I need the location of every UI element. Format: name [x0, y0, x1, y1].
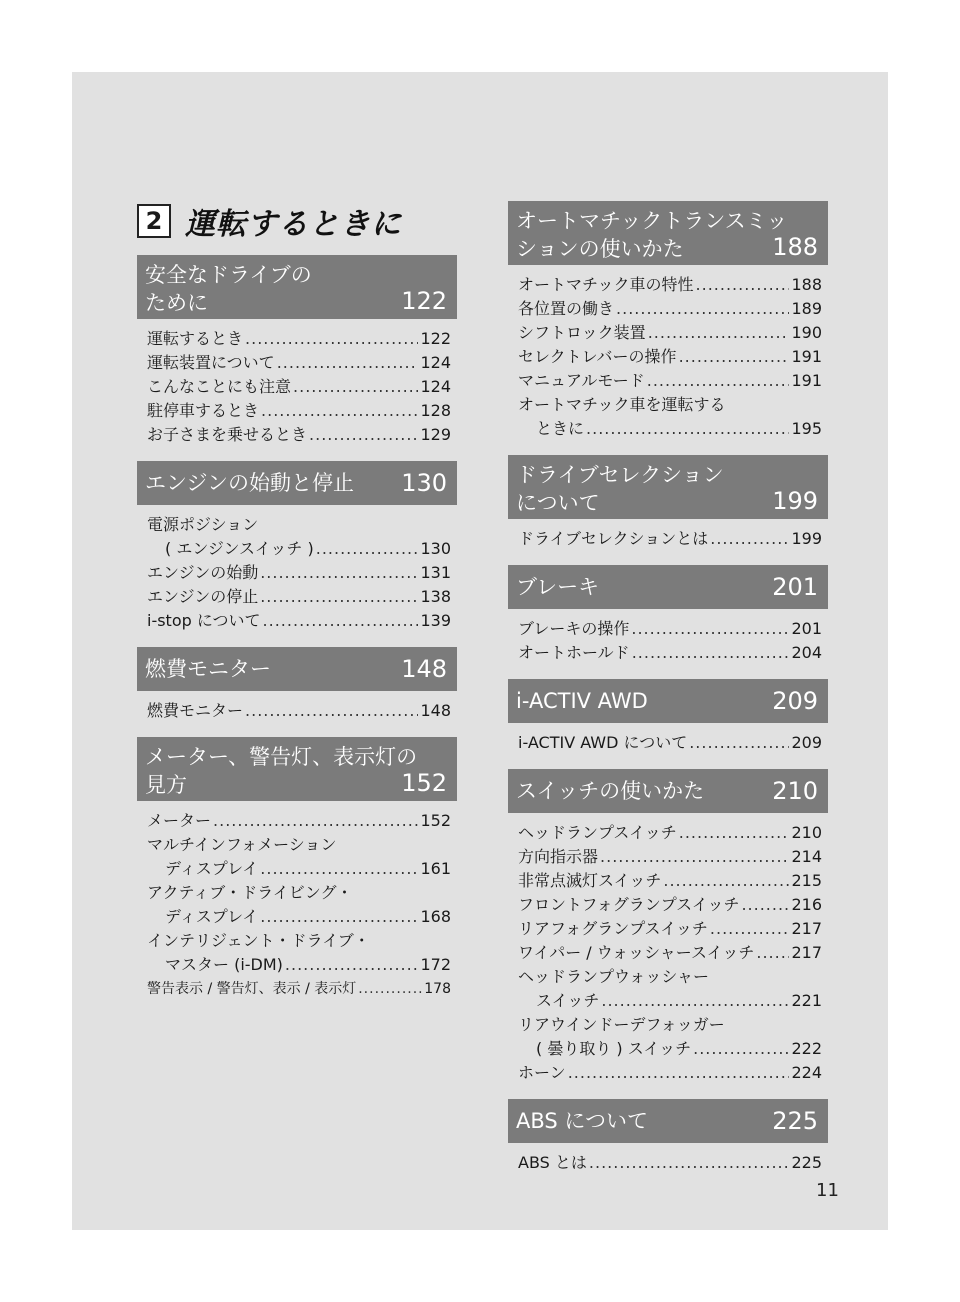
toc-entry-title: 非常点滅灯スイッチ — [518, 871, 662, 890]
toc-entry-list — [137, 691, 457, 723]
toc-entry-title: ABS とは — [518, 1153, 587, 1172]
toc-entry-title: ブレーキの操作 — [518, 619, 630, 638]
toc-entry-page: 210 — [791, 823, 822, 842]
toc-leader-dots — [679, 821, 790, 845]
toc-entry-title: 各位置の働き — [518, 299, 615, 318]
toc-leader-dots — [679, 345, 790, 369]
toc-entry[interactable] — [518, 273, 822, 297]
toc-entry[interactable] — [147, 327, 451, 351]
toc-entry-page: 222 — [791, 1039, 822, 1058]
toc-entry[interactable] — [518, 1151, 822, 1175]
toc-entry[interactable] — [518, 731, 822, 755]
section-title-line: ションの使いかた — [516, 237, 684, 261]
toc-entry[interactable] — [147, 977, 451, 1001]
section-page-number: 199 — [772, 487, 818, 515]
toc-entry[interactable] — [518, 527, 822, 551]
section-title-line: について — [516, 491, 600, 515]
left-column — [137, 195, 457, 1001]
toc-entry[interactable] — [147, 537, 451, 561]
toc-entry[interactable] — [518, 321, 822, 345]
toc-entry-title: リアフォグランプスイッチ — [518, 919, 708, 938]
toc-entry-list — [137, 801, 457, 1001]
chapter-title: 運転するときに — [185, 207, 402, 242]
toc-entry[interactable] — [518, 417, 822, 441]
toc-leader-dots — [741, 893, 789, 917]
toc-entry-title: ( エンジンスイッチ ) — [165, 539, 314, 558]
toc-leader-dots — [631, 617, 789, 641]
toc-entry-page: 122 — [420, 329, 451, 348]
toc-entry-title: i-ACTIV AWD について — [518, 733, 688, 752]
section-page-number: 210 — [772, 777, 818, 805]
toc-leader-dots — [693, 1037, 789, 1061]
toc-entry-page: 201 — [791, 619, 822, 638]
toc-entry-lead: マルチインフォメーション — [147, 835, 337, 854]
section-page-number: 225 — [772, 1107, 818, 1135]
section-title-line: 安全なドライブの — [145, 263, 312, 287]
toc-entry[interactable] — [518, 369, 822, 393]
toc-entry-page: 221 — [791, 991, 822, 1010]
toc-entry-title: ワイパー / ウォッシャースイッチ — [518, 943, 755, 962]
toc-entry-list — [508, 265, 828, 441]
toc-entry[interactable] — [518, 297, 822, 321]
toc-entry-page: 130 — [420, 539, 451, 558]
toc-entry-title: 方向指示器 — [518, 847, 599, 866]
toc-entry-page: 217 — [791, 943, 822, 962]
toc-entry-page: 190 — [791, 323, 822, 342]
page-number: 11 — [816, 1180, 839, 1201]
section-title-line: ABS について — [516, 1109, 648, 1133]
toc-entry[interactable] — [518, 1037, 822, 1061]
toc-entry-title: i-stop について — [147, 611, 261, 630]
toc-entry[interactable] — [518, 989, 822, 1013]
section-title-line: ブレーキ — [516, 575, 600, 599]
toc-leader-dots — [710, 527, 789, 551]
toc-entry-lead: インテリジェント・ドライブ・ — [147, 931, 370, 950]
toc-entry-page: 209 — [791, 733, 822, 752]
toc-entry[interactable] — [147, 857, 451, 881]
toc-leader-dots — [309, 423, 418, 447]
chapter-heading — [137, 195, 457, 247]
toc-leader-dots — [663, 869, 789, 893]
toc-entry-title: スイッチ — [536, 991, 600, 1010]
toc-entry-page: 139 — [420, 611, 451, 630]
toc-entry-page: 191 — [791, 347, 822, 366]
toc-entry[interactable] — [518, 641, 822, 665]
toc-entry-page: 178 — [424, 981, 451, 997]
toc-leader-dots — [277, 351, 419, 375]
toc-entry[interactable] — [147, 375, 451, 399]
toc-entry-title: ( 曇り取り ) スイッチ — [536, 1039, 692, 1058]
toc-entry-title: マスター (i-DM) — [165, 955, 283, 974]
toc-leader-dots — [586, 417, 789, 441]
toc-entry[interactable] — [518, 617, 822, 641]
section-page-number: 122 — [401, 287, 447, 315]
toc-entry-title: オートマチック車の特性 — [518, 275, 694, 294]
toc-leader-dots — [696, 273, 790, 297]
section-page-number: 152 — [401, 769, 447, 797]
toc-entry-list — [508, 1143, 828, 1175]
toc-leader-dots — [285, 953, 419, 977]
left-sections — [137, 255, 457, 1001]
section-title-line: メーター、警告灯、表示灯の — [145, 745, 418, 769]
toc-leader-dots — [589, 1151, 790, 1175]
toc-leader-dots — [245, 699, 418, 723]
toc-entry-title: ときに — [536, 419, 585, 438]
toc-entry-title: ドライブセレクションとは — [518, 529, 709, 548]
toc-entry-page: 195 — [791, 419, 822, 438]
section-header[interactable] — [137, 255, 457, 319]
section-title-line: エンジンの始動と停止 — [145, 471, 354, 495]
toc-leader-dots — [261, 399, 418, 423]
toc-entry-page: 152 — [420, 811, 451, 830]
toc-entry-page: 128 — [420, 401, 451, 420]
toc-entry-list — [508, 609, 828, 665]
toc-entry-title: フロントフォグランプスイッチ — [518, 895, 740, 914]
toc-entry[interactable] — [147, 585, 451, 609]
toc-entry-page: 131 — [420, 563, 451, 582]
toc-entry-page: 216 — [791, 895, 822, 914]
toc-entry-title: メーター — [147, 811, 212, 830]
toc-entry-page: 188 — [791, 275, 822, 294]
section-header[interactable] — [508, 1099, 828, 1143]
toc-leader-dots — [358, 977, 422, 1001]
section-title-line: スイッチの使いかた — [516, 779, 705, 803]
section-header[interactable] — [508, 201, 828, 265]
section-title-line: オートマチックトランスミッ — [516, 209, 788, 233]
toc-entry[interactable] — [147, 699, 451, 723]
section-title-line: ために — [145, 291, 208, 315]
toc-entry-title: 運転するとき — [147, 329, 244, 348]
toc-leader-dots — [647, 369, 790, 393]
section-page-number: 201 — [772, 573, 818, 601]
section-page-number: 188 — [772, 233, 818, 261]
toc-entry-lead: オートマチック車を運転する — [518, 395, 726, 414]
right-sections — [508, 201, 828, 1175]
toc-entry-lead: アクティブ・ドライビング・ — [147, 883, 353, 902]
toc-entry-title: セレクトレバーの操作 — [518, 347, 677, 366]
toc-entry-list — [508, 723, 828, 755]
toc-entry-page: 189 — [791, 299, 822, 318]
section-page-number: 130 — [401, 469, 447, 497]
toc-leader-dots — [616, 297, 789, 321]
toc-entry-page: 217 — [791, 919, 822, 938]
toc-entry-page: 148 — [420, 701, 451, 720]
toc-entry-title: こんなことにも注意 — [147, 377, 292, 396]
toc-entry-title: ディスプレイ — [165, 859, 259, 878]
toc-entry-page: 168 — [420, 907, 451, 926]
toc-entry-title: ヘッドランプスイッチ — [518, 823, 677, 842]
section-title-line: 見方 — [145, 773, 187, 797]
toc-entry-lead: ヘッドランプウォッシャー — [518, 967, 710, 986]
toc-entry[interactable] — [147, 351, 451, 375]
toc-entry-page: 124 — [420, 353, 451, 372]
toc-leader-dots — [260, 585, 418, 609]
section-header[interactable] — [137, 461, 457, 505]
section-title-line: 燃費モニター — [145, 657, 271, 681]
toc-leader-dots — [213, 809, 418, 833]
toc-entry[interactable] — [147, 953, 451, 977]
toc-entry-page: 214 — [791, 847, 822, 866]
toc-entry[interactable] — [518, 1061, 822, 1085]
toc-leader-dots — [260, 561, 418, 585]
toc-leader-dots — [293, 375, 418, 399]
toc-entry-lead: 電源ポジション — [147, 515, 259, 534]
toc-entry-page: 124 — [420, 377, 451, 396]
toc-entry[interactable] — [147, 399, 451, 423]
toc-entry[interactable] — [518, 845, 822, 869]
toc-entry-lead: リアウインドーデフォッガー — [518, 1015, 725, 1034]
toc-leader-dots — [600, 845, 789, 869]
toc-entry-page: 161 — [420, 859, 451, 878]
chapter-number: 2 — [137, 204, 171, 238]
toc-entry-page: 225 — [791, 1153, 822, 1172]
section-title-line: i-ACTIV AWD — [516, 689, 648, 713]
toc-entry-title: お子さまを乗せるとき — [147, 425, 308, 444]
toc-leader-dots — [245, 327, 418, 351]
toc-entry[interactable] — [147, 561, 451, 585]
toc-leader-dots — [756, 941, 789, 965]
section-header[interactable] — [137, 737, 457, 801]
toc-entry-list — [508, 519, 828, 551]
toc-entry-list — [508, 813, 828, 1085]
toc-leader-dots — [568, 1061, 790, 1085]
toc-entry-page: 191 — [791, 371, 822, 390]
toc-entry-title: ディスプレイ — [165, 907, 259, 926]
toc-entry-page: 129 — [420, 425, 451, 444]
toc-leader-dots — [648, 321, 790, 345]
section-header[interactable] — [508, 769, 828, 813]
toc-entry-title: 燃費モニター — [147, 701, 244, 720]
toc-entry-page: 172 — [420, 955, 451, 974]
toc-entry-title: ホーン — [518, 1063, 566, 1082]
toc-entry[interactable] — [518, 941, 822, 965]
toc-entry-title: 警告表示 / 警告灯、表示 / 表示灯 — [147, 981, 357, 997]
toc-leader-dots — [260, 857, 418, 881]
toc-entry[interactable] — [518, 893, 822, 917]
toc-entry-title: エンジンの停止 — [147, 587, 259, 606]
toc-entry-page: 204 — [791, 643, 822, 662]
toc-leader-dots — [260, 905, 418, 929]
toc-leader-dots — [601, 989, 789, 1013]
toc-entry-page: 199 — [791, 529, 822, 548]
right-column — [508, 201, 828, 1175]
section-title-line: ドライブセレクション — [516, 463, 724, 487]
toc-entry[interactable] — [147, 609, 451, 633]
toc-entry-list — [137, 319, 457, 447]
toc-entry[interactable] — [147, 905, 451, 929]
toc-entry-page: 215 — [791, 871, 822, 890]
toc-entry-title: エンジンの始動 — [147, 563, 259, 582]
toc-entry[interactable] — [147, 423, 451, 447]
toc-leader-dots — [316, 537, 419, 561]
toc-leader-dots — [263, 609, 419, 633]
toc-entry-page: 138 — [420, 587, 451, 606]
toc-entry-title: マニュアルモード — [518, 371, 645, 390]
toc-entry[interactable] — [518, 821, 822, 845]
section-header[interactable] — [508, 565, 828, 609]
section-header[interactable] — [508, 455, 828, 519]
section-page-number: 148 — [401, 655, 447, 683]
toc-entry[interactable] — [518, 869, 822, 893]
toc-entry-title: 駐停車するとき — [147, 401, 260, 420]
toc-entry-page: 224 — [791, 1063, 822, 1082]
section-page-number: 209 — [772, 687, 818, 715]
toc-entry-title: シフトロック装置 — [518, 323, 646, 342]
toc-entry[interactable] — [518, 917, 822, 941]
toc-entry-list — [137, 505, 457, 633]
toc-leader-dots — [632, 641, 790, 665]
toc-leader-dots — [710, 917, 790, 941]
toc-entry[interactable] — [518, 345, 822, 369]
toc-leader-dots — [689, 731, 789, 755]
section-header[interactable] — [137, 647, 457, 691]
section-header[interactable] — [508, 679, 828, 723]
toc-entry-title: オートホールド — [518, 643, 630, 662]
toc-entry[interactable] — [147, 809, 451, 833]
toc-entry-title: 運転装置について — [147, 353, 275, 372]
